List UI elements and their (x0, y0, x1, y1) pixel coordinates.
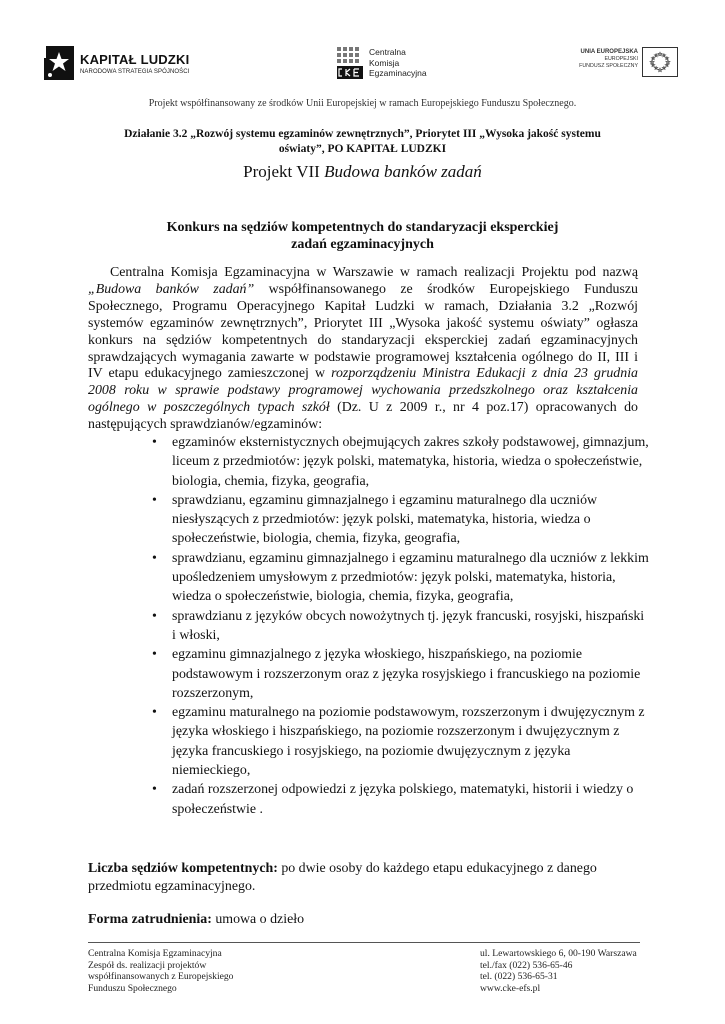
employment-label: Forma zatrudnienia: (88, 912, 212, 927)
cke-name-line2: Komisja (369, 57, 400, 68)
footer-right (480, 948, 670, 994)
contest-title (120, 219, 605, 253)
eu-name-line3: FUNDUSZ SPOŁECZNY (579, 63, 638, 69)
eu-flag-icon (642, 47, 678, 77)
eu-logo (570, 45, 685, 81)
intro-part2: współfinansowanego ze środków Europejskiego Funduszu Społecznego, Programu Operacyjnego Kapitał Ludzki w ramach, Działania 3.2 „Rozwój systemów egzaminów zewnętrznych”, Priorytet III „Wysoka jakość systemu oświaty” ogłasza konkurs na sędziów kompetentnych do standaryzacji eksperckiej zadań egzaminacyjnych sprawdzających wymagania zawarte w podstawie programowej kształcenia ogólnego do II, III i IV etapu edukacyjnego zamieszczonej w (88, 281, 639, 382)
eu-name-line2: EUROPEJSKI (604, 56, 638, 62)
cke-name-line3: Egzaminacyjna (369, 68, 427, 78)
list-item (150, 703, 650, 780)
cke-mark-icon (336, 46, 364, 80)
judges-count-label: Liczba sędziów kompetentnych: (88, 861, 278, 876)
bullet-icon: • (152, 435, 157, 450)
bullet-icon: • (152, 782, 157, 798)
cke-logo (336, 46, 446, 82)
list-item (150, 645, 650, 703)
list-item (150, 549, 650, 607)
list-item-text: egzaminu gimnazjalnego z języka włoskiego, hiszpańskiego, na poziomie podstawowym i rozszerzonym oraz z języka rosyjskiego i francuskiego na poziomie rozszerzonym, (172, 647, 641, 701)
bullet-icon: • (152, 550, 157, 566)
footer-left-line: współfinansowanych z Europejskiego (88, 971, 234, 983)
footer-left-line: Centralna Komisja Egzaminacyjna (88, 948, 222, 959)
list-item (150, 491, 650, 549)
list-item (150, 780, 650, 819)
kapital-ludzki-title: KAPITAŁ LUDZKI (80, 52, 190, 67)
footer-left-line: Funduszu Społecznego (88, 982, 177, 994)
action-heading-line1: Działanie 3.2 „Rozwój systemu egzaminów zewnętrznych”, Priorytet III „Wysoka jakość systemu (124, 128, 601, 140)
kapital-ludzki-star-icon (40, 44, 76, 82)
action-heading-line2: oświaty”, PO KAPITAŁ LUDZKI (278, 143, 447, 155)
list-item-text: egzaminu maturalnego na poziomie podstawowym, rozszerzonym i dwujęzycznym z języka włoskiego i hiszpańskiego, na poziomie rozszerzonym i dwujęzycznym z języka francuskiego i rosyjskiego, na poziomie dwujęzycznym z języka niemieckiego, (172, 705, 645, 779)
project-name: Budowa banków zadań (324, 162, 482, 181)
action-heading (100, 127, 625, 157)
intro-project-name: „Budowa banków zadań” (88, 281, 255, 297)
footer-website-link[interactable]: www.cke-efs.pl (480, 982, 541, 994)
eu-name (570, 49, 638, 70)
bullet-icon: • (152, 647, 157, 663)
list-item-text: sprawdzianu, egzaminu gimnazjalnego i egzaminu maturalnego dla uczniów z lekkim upośledzeniem umysłowym z przedmiotów: język polski, matematyka, historia, wiedza o społeczeństwie, biologia, chemia, fizyka, geografia, (172, 550, 649, 605)
contest-title-line2: zadań egzaminacyjnych (291, 237, 434, 252)
bullet-icon: • (152, 608, 157, 624)
exam-list (150, 433, 650, 819)
intro-part1: Centralna Komisja Egzaminacyjna w Warszawie w ramach realizacji Projektu pod nazwą (110, 265, 638, 280)
kapital-ludzki-subtitle: NARODOWA STRATEGIA SPÓJNOŚCI (80, 69, 190, 75)
list-item-text: sprawdzianu z języków obcych nowożytnych tj. język francuski, rosyjski, hiszpański i włoski, (172, 608, 645, 643)
cke-name-line1: Centralna (369, 47, 406, 57)
list-item-text: zadań rozszerzonej odpowiedzi z języka polskiego, matematyki, historii i wiedzy o społeczeństwie . (172, 782, 634, 817)
cofinancing-note: Projekt współfinansowany ze środków Unii Europejskiej w ramach Europejskiego Funduszu Społecznego. (148, 98, 577, 109)
intro-regulation: rozporządzeniu Ministra Edukacji z dnia 23 grudnia 2008 roku w sprawie podstawy programowej wychowania przedszkolnego oraz kształcenia ogólnego w poszczególnych typach szkół (88, 366, 638, 416)
judges-count-paragraph (88, 860, 648, 896)
project-prefix: Projekt VII (243, 162, 325, 181)
list-item-text: egzaminów eksternistycznych obejmujących zakres szkoły podstawowej, gimnazjum, liceum z przedmiotów: język polski, matematyka, historia, wiedza o społeczeństwie, biologia, chemia, fizyka, geografia, (172, 435, 649, 489)
intro-paragraph (88, 265, 638, 434)
cke-name (369, 47, 427, 79)
list-item-text: sprawdzianu, egzaminu gimnazjalnego i egzaminu maturalnego dla uczniów niesłyszących z przedmiotów: język polski, matematyka, historia, wiedza o społeczeństwie, biologia, chemia, fizyka, geografia, (172, 492, 598, 547)
footer-left-line: Zespół ds. realizacji projektów (88, 959, 207, 971)
footer-phone: tel. (022) 536-65-31 (480, 971, 558, 983)
project-title (0, 162, 725, 182)
kapital-ludzki-logo (40, 44, 200, 84)
footer-phone-fax: tel./fax (022) 536-65-46 (480, 959, 573, 971)
list-item (150, 607, 650, 646)
footer-divider (88, 942, 640, 943)
bullet-icon: • (152, 492, 157, 508)
contest-title-line1: Konkurs na sędziów kompetentnych do standaryzacji eksperckiej (166, 220, 559, 235)
eu-name-line1: UNIA EUROPEJSKA (580, 49, 638, 55)
list-item (150, 433, 650, 491)
intro-part3: (Dz. U z 2009 r., nr 4 poz.17) opracowanych do następujących sprawdzianów/egzaminów: (88, 400, 639, 433)
bullet-icon: • (152, 705, 157, 721)
judges-count-text: po dwie osoby do każdego etapu edukacyjnego z danego przedmiotu egzaminacyjnego. (88, 861, 597, 894)
employment-text: umowa o dzieło (211, 912, 305, 927)
footer-address: ul. Lewartowskiego 6, 00-190 Warszawa (480, 948, 637, 959)
employment-paragraph (88, 911, 648, 929)
footer-left (88, 948, 338, 994)
